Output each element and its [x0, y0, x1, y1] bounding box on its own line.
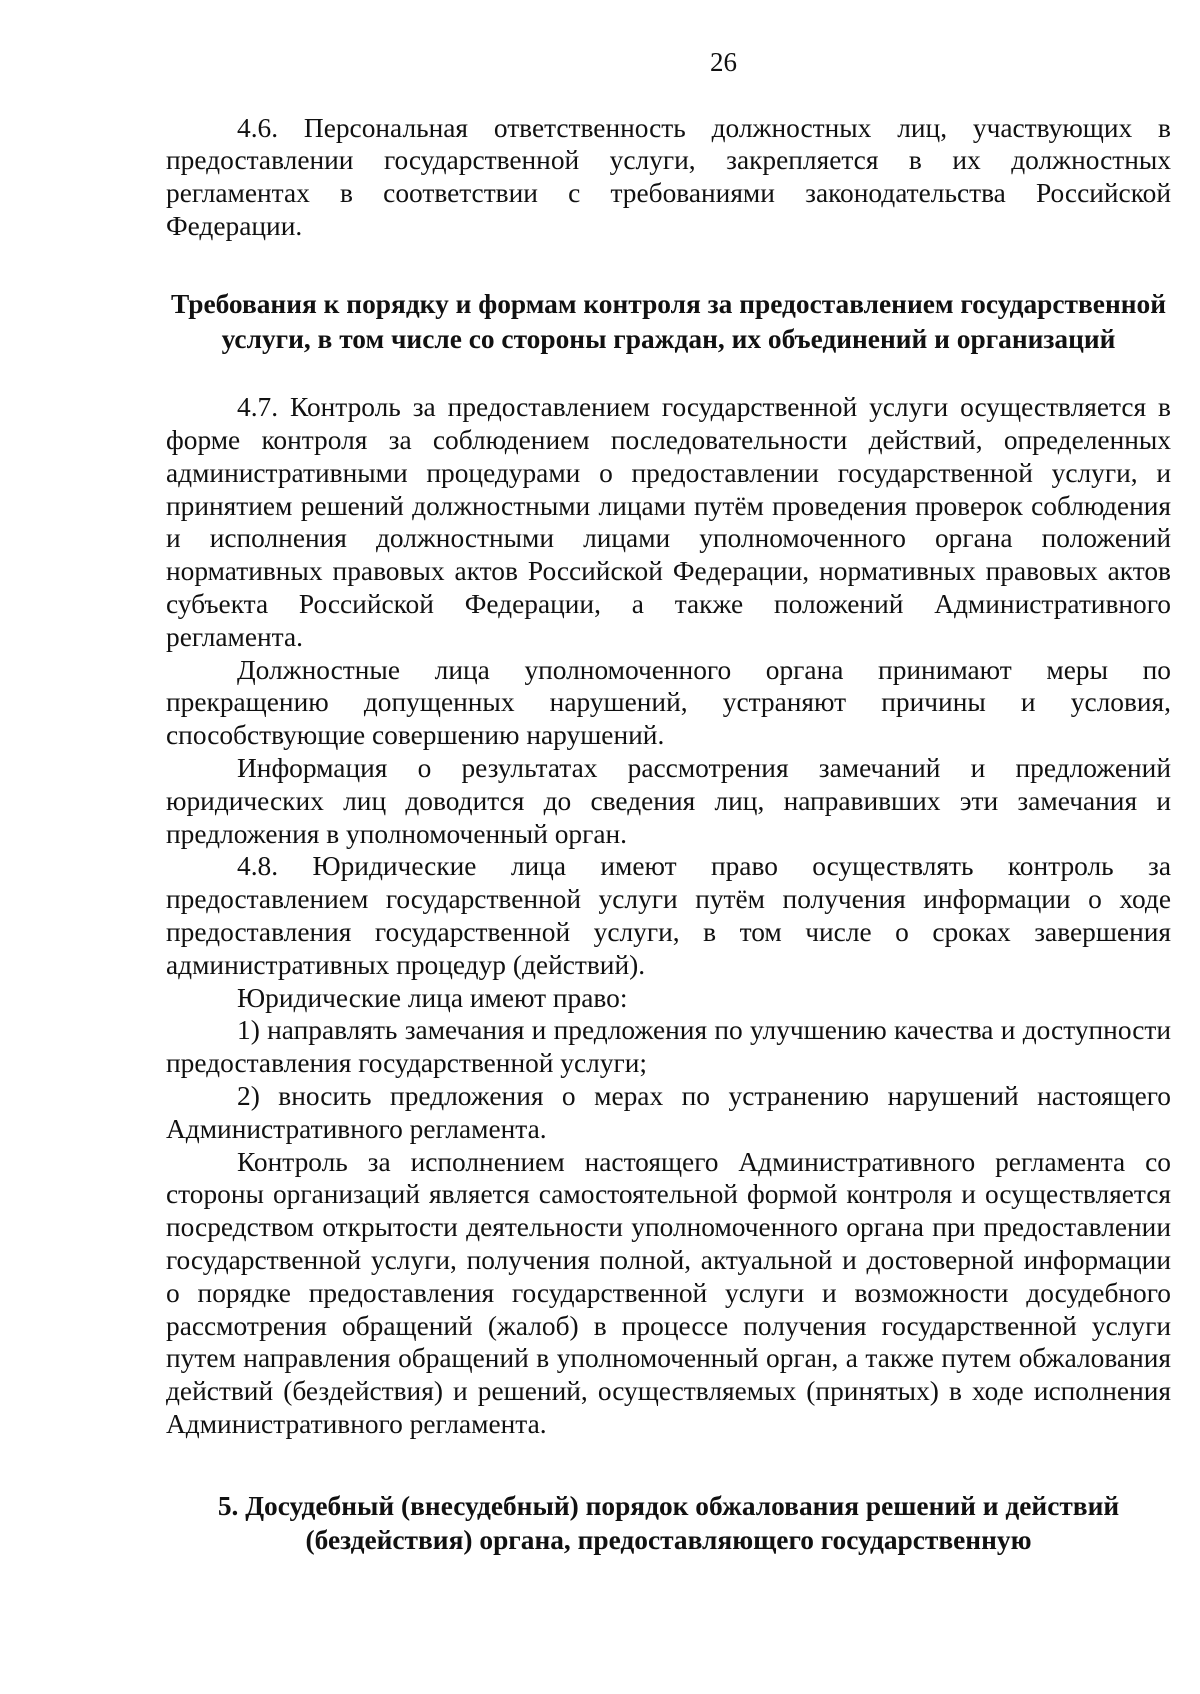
paragraph-4-8: 4.8. Юридические лица имеют право осуществлять контроль за предоставлением государственной услуги путём получения информации о ходе предоставления государственной услуги, в том числе о сроках завершения административных процедур (действий).	[166, 851, 1171, 980]
paragraph-right-2: 2) вносить предложения о мерах по устранению нарушений настоящего Административного регламента.	[166, 1081, 1171, 1144]
page-content	[166, 48, 1171, 1558]
paragraph-right-1: 1) направлять замечания и предложения по улучшению качества и доступности предоставления государственной услуги;	[166, 1015, 1171, 1079]
paragraph-organization-control: Контроль за исполнением настоящего Административного регламента со стороны организаций является самостоятельной формой контроля и осуществляется посредством открытости деятельности уполномоченного органа при предоставлении государственной услуги, получения полной, актуальной и достоверной информации о порядке предоставления государственной услуги и возможности досудебного рассмотрения обращений (жалоб) в процессе получения государственной услуги путем направления обращений в уполномоченный орган, а также путем обжалования действий (бездействия) и решений, осуществляемых (принятых) в ходе исполнения Административного регламента.	[166, 1146, 1171, 1439]
paragraph-4-7: 4.7. Контроль за предоставлением государственной услуги осуществляется в форме контроля за соблюдением последовательности действий, определенных административными процедурами о предоставлении государственной услуги, и принятием решений должностными лицами путём проведения проверок соблюдения и исполнения должностными лицами уполномоченного органа положений нормативных правовых актов Российской Федерации, нормативных правовых актов субъекта Российской Федерации, а также положений Административного регламента.	[166, 392, 1171, 652]
paragraph-results-info: Информация о результатах рассмотрения замечаний и предложений юридических лиц доводится до сведения лиц, направивших эти замечания и предложения в уполномоченный орган.	[166, 753, 1171, 849]
page-number: 26	[710, 47, 737, 77]
paragraph-officials-measures: Должностные лица уполномоченного органа принимают меры по прекращению допущенных нарушений, устраняют причины и условия, способствующие совершению нарушений.	[166, 654, 1171, 751]
heading-section-5: 5. Досудебный (внесудебный) порядок обжалования решений и действий (бездействия) органа, предоставляющего государственную	[217, 1490, 1120, 1556]
paragraph-rights-intro: Юридические лица имеют право:	[237, 982, 628, 1013]
heading-control-requirements: Требования к порядку и формам контроля за предоставлением государственной услуги, в том числе со стороны граждан, их объединений и организаций	[170, 288, 1167, 354]
paragraph-4-6: 4.6. Персональная ответственность должностных лиц, участвующих в предоставлении государственной услуги, закрепляется в их должностных регламентах в соответствии с требованиями законодательства Российской Федерации.	[166, 112, 1171, 242]
